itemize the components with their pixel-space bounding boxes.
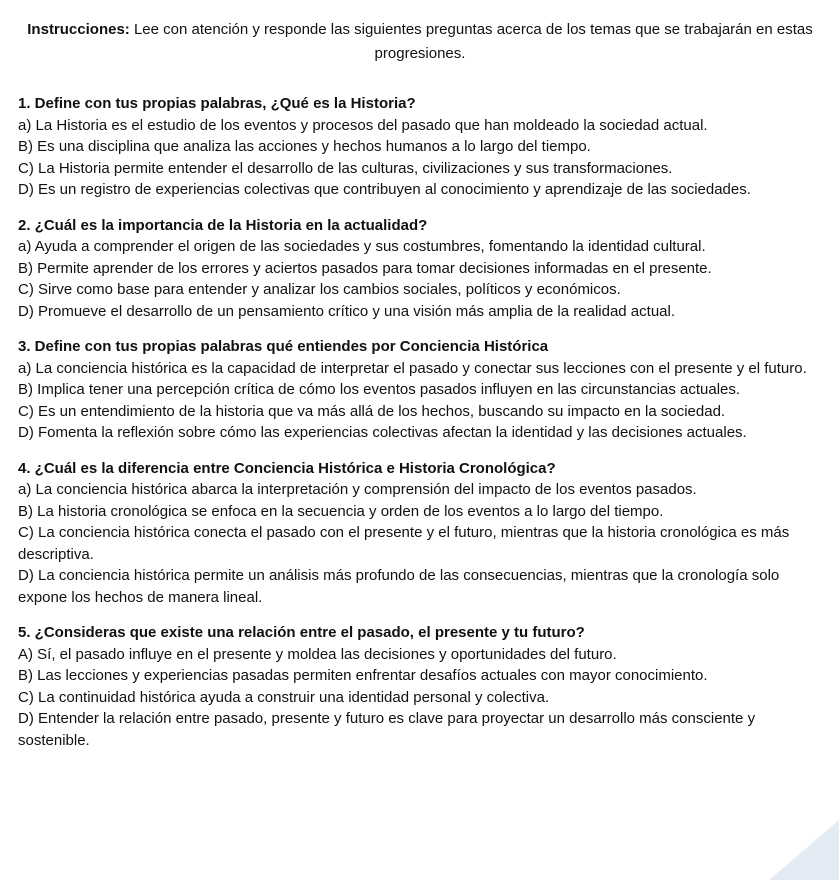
question-title: 1. Define con tus propias palabras, ¿Qué es la Historia?: [18, 95, 416, 112]
answer-option-a: a) La Historia es el estudio de los eventos y procesos del pasado que han moldeado la sociedad actual.: [18, 116, 708, 134]
answer-option-a: a) Ayuda a comprender el origen de las sociedades y sus costumbres, fomentando la identidad cultural.: [18, 238, 706, 255]
answer-option-d: D) La conciencia histórica permite un análisis más profundo de las consecuencias, mientras que la cronología solo expone los hechos de manera lineal.: [18, 567, 780, 606]
decorative-corner-shape: [769, 820, 839, 880]
answer-option-c: C) La continuidad histórica ayuda a construir una identidad personal y colectiva.: [18, 688, 550, 706]
instructions-text: Lee con atención y responde las siguientes preguntas acerca de los temas que se trabajarán en estas progresiones.: [129, 21, 813, 62]
answer-option-d: D) Es un registro de experiencias colectivas que contribuyen al conocimiento y aprendizaje de las sociedades.: [18, 181, 751, 198]
answer-option-b: B) Permite aprender de los errores y aciertos pasados para tomar decisiones informadas en el presente.: [18, 259, 712, 277]
answer-option-d: D) Fomenta la reflexión sobre cómo las experiencias colectivas afectan la identidad y las decisiones actuales.: [18, 424, 747, 441]
answer-option-c: C) Es un entendimiento de la historia que va más allá de los hechos, buscando su impacto en la sociedad.: [18, 402, 726, 420]
question-title: 4. ¿Cuál es la diferencia entre Conciencia Histórica e Historia Cronológica?: [18, 459, 556, 477]
question-3: [18, 336, 823, 444]
question-title: 5. ¿Consideras que existe una relación entre el pasado, el presente y tu futuro?: [18, 624, 585, 641]
answer-option-b: B) Es una disciplina que analiza las acciones y hechos humanos a lo largo del tiempo.: [18, 138, 591, 155]
answer-option-a: a) La conciencia histórica abarca la interpretación y comprensión del impacto de los eventos pasados.: [18, 481, 697, 498]
question-5: [18, 622, 823, 751]
instructions-lead: Instrucciones:: [27, 21, 130, 38]
answer-option-d: D) Entender la relación entre pasado, presente y futuro es clave para proyectar un desarrollo más consciente y sostenible.: [18, 710, 756, 749]
instructions: [20, 18, 820, 66]
answer-option-b: B) Implica tener una percepción crítica de cómo los eventos pasados influyen en las circunstancias actuales.: [18, 381, 741, 398]
answer-option-a: A) Sí, el pasado influye en el presente y moldea las decisiones y oportunidades del futuro.: [18, 645, 617, 663]
answer-option-b: B) Las lecciones y experiencias pasadas permiten enfrentar desafíos actuales con mayor conocimiento.: [18, 667, 708, 684]
answer-option-c: C) Sirve como base para entender y analizar los cambios sociales, políticos y económicos.: [18, 281, 621, 298]
question-list: [18, 93, 823, 765]
question-4: [18, 458, 823, 609]
question-1: [18, 93, 823, 201]
question-2: [18, 215, 823, 323]
question-title: 2. ¿Cuál es la importancia de la Historia en la actualidad?: [18, 216, 428, 234]
answer-option-a: a) La conciencia histórica es la capacidad de interpretar el pasado y conectar sus lecciones con el presente y el futuro.: [18, 359, 807, 377]
answer-option-b: B) La historia cronológica se enfoca en la secuencia y orden de los eventos a lo largo del tiempo.: [18, 502, 664, 520]
answer-option-d: D) Promueve el desarrollo de un pensamiento crítico y una visión más amplia de la realidad actual.: [18, 302, 676, 320]
answer-option-c: C) La conciencia histórica conecta el pasado con el presente y el futuro, mientras que la historia cronológica es más descriptiva.: [18, 524, 790, 563]
answer-option-c: C) La Historia permite entender el desarrollo de las culturas, civilizaciones y sus transformaciones.: [18, 159, 673, 177]
question-title: 3. Define con tus propias palabras qué entiendes por Conciencia Histórica: [18, 338, 549, 355]
